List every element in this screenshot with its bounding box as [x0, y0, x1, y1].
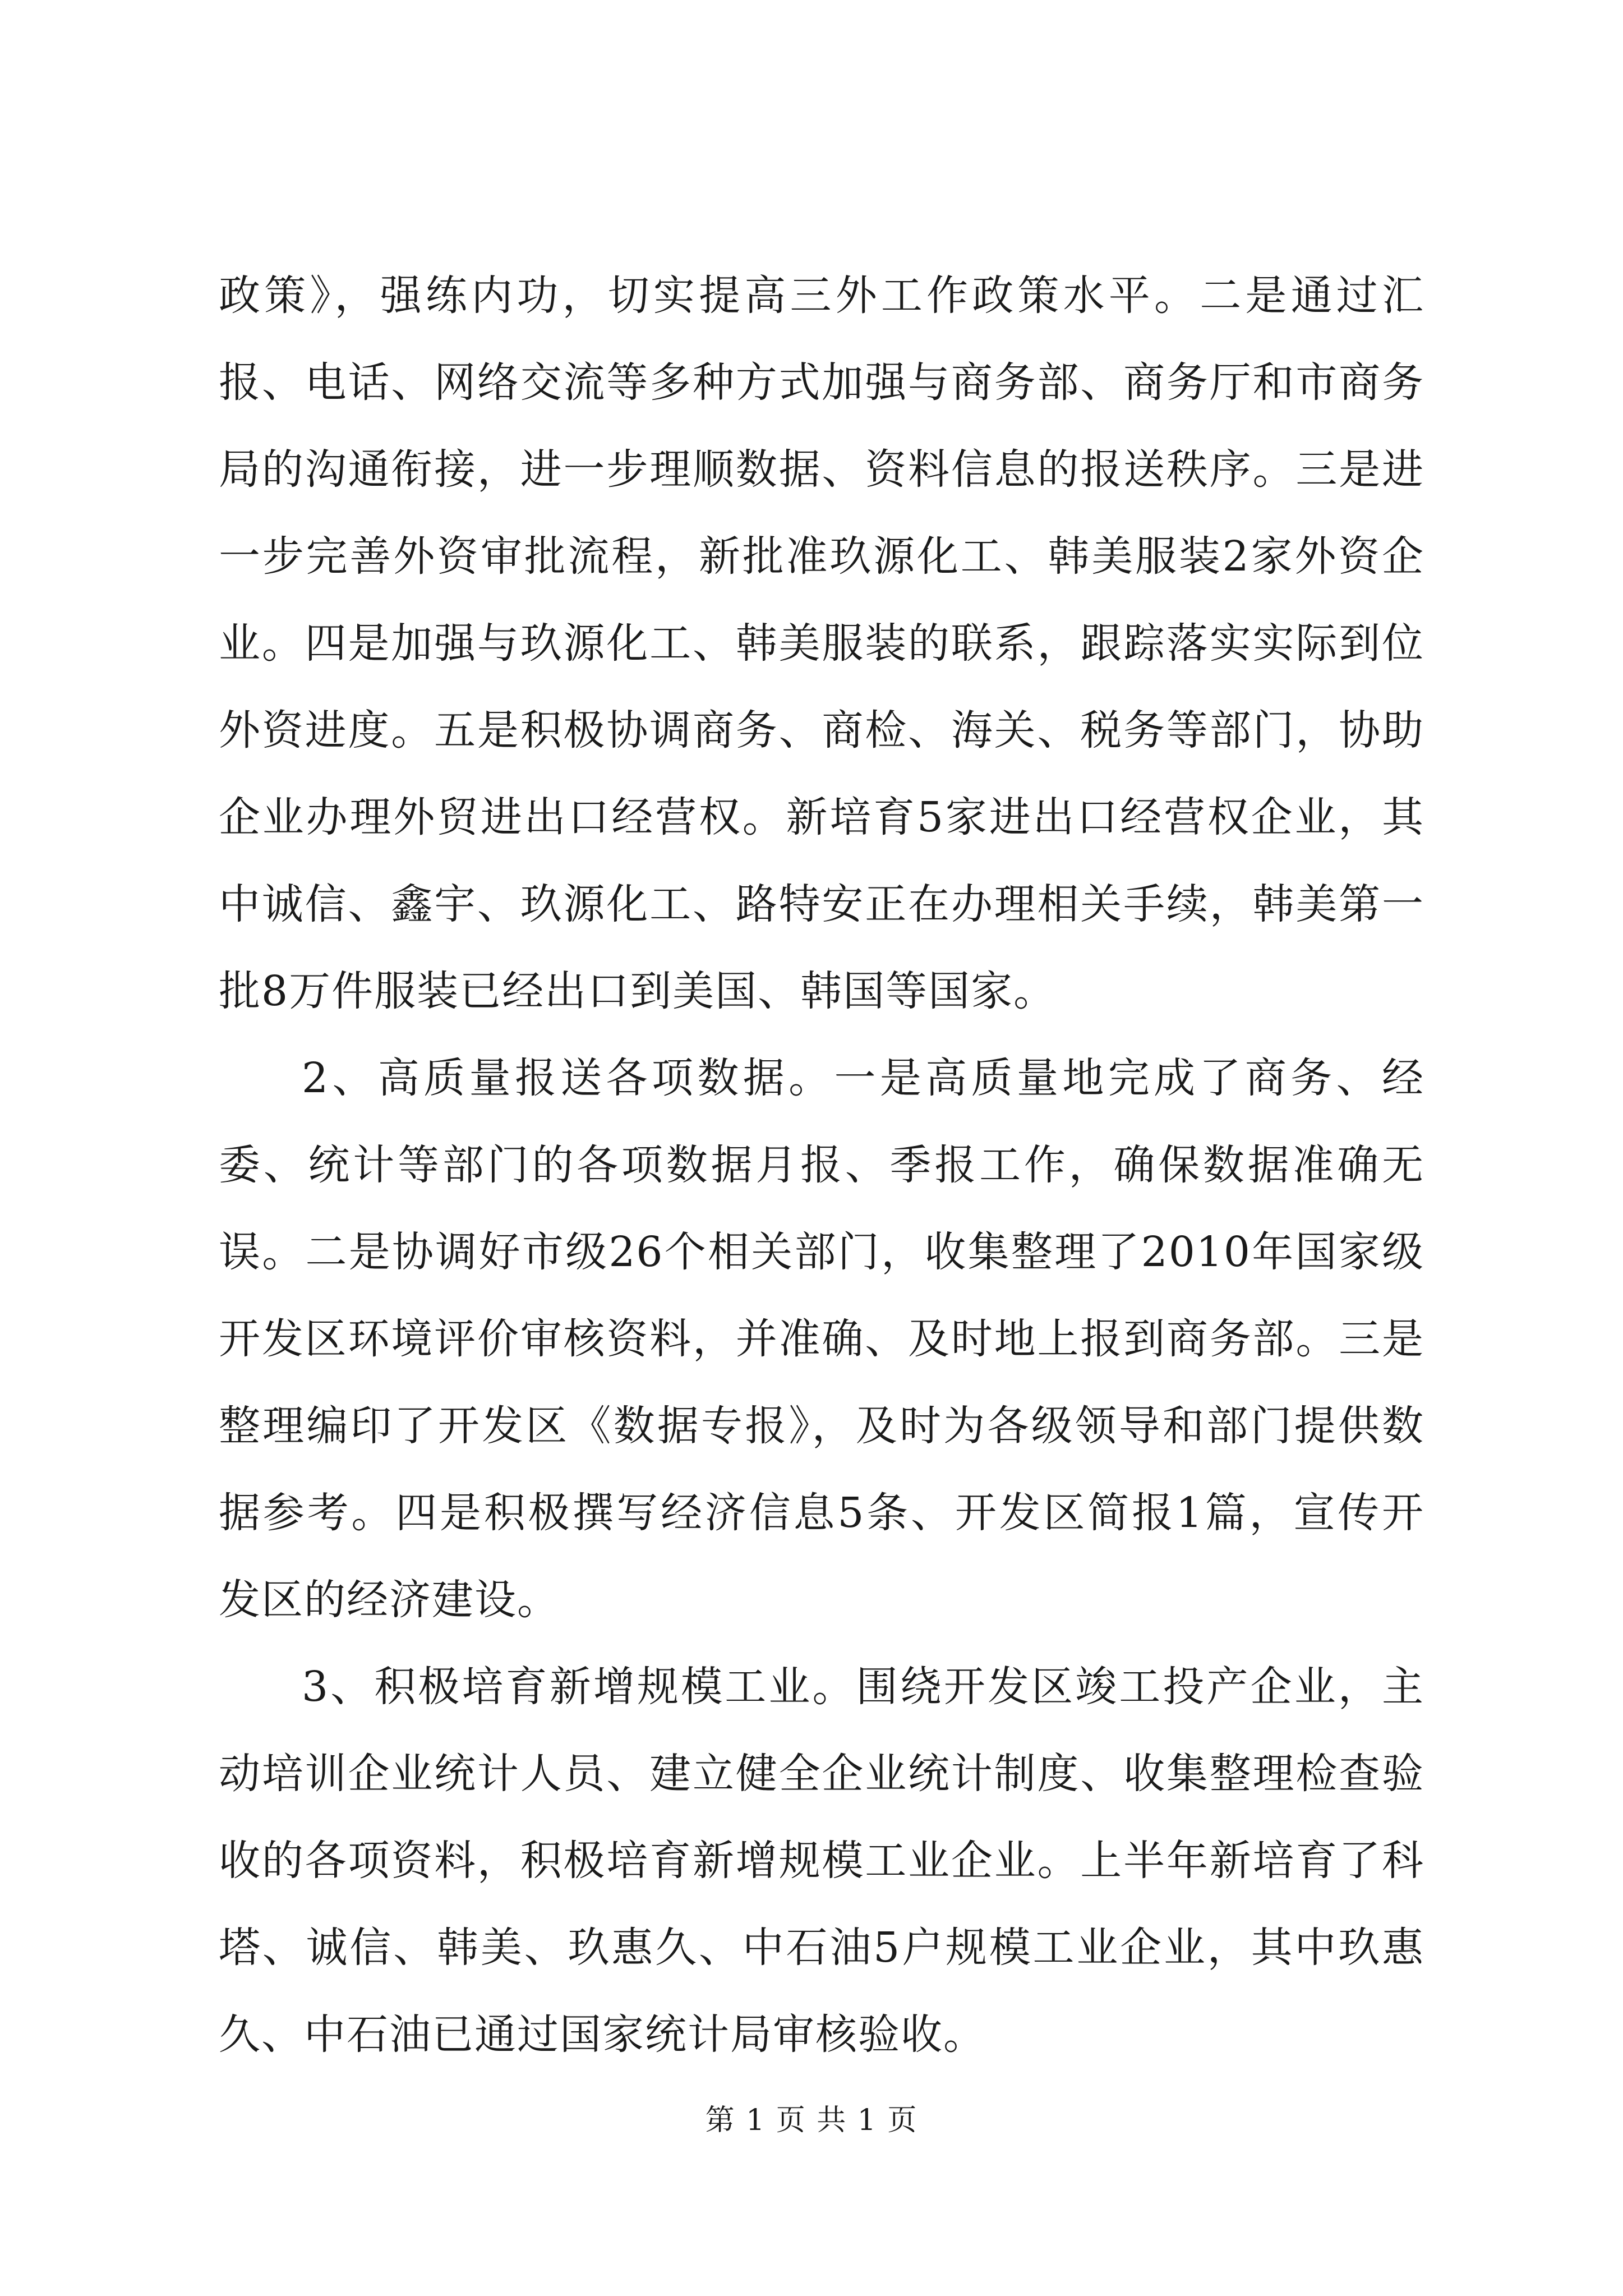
body-text: [219, 252, 1424, 2078]
paragraph-item-3: 3、积极培育新增规模工业。围绕开发区竣工投产企业，主动培训企业统计人员、建立健全企业统计制度、收集整理检查验收的各项资料，积极培育新增规模工业企业。上半年新培育了科塔、诚信、韩美、玖惠久、中石油5户规模工业企业，其中玖惠久、中石油已通过国家统计局审核验收。: [219, 1663, 1424, 2059]
paragraph-continuation: 政策》，强练内功，切实提高三外工作政策水平。二是通过汇报、电话、网络交流等多种方式加强与商务部、商务厅和市商务局的沟通衔接，进一步理顺数据、资料信息的报送秩序。三是进一步完善外资审批流程，新批准玖源化工、韩美服装2家外资企业。四是加强与玖源化工、韩美服装的联系，跟踪落实实际到位外资进度。五是积极协调商务、商检、海关、税务等部门，协助企业办理外贸进出口经营权。新培育5家进出口经营权企业，其中诚信、鑫宇、玖源化工、路特安正在办理相关手续，韩美第一批8万件服装已经出口到美国、韩国等国家。: [219, 272, 1424, 1015]
paragraph-item-2: 2、高质量报送各项数据。一是高质量地完成了商务、经委、统计等部门的各项数据月报、季报工作，确保数据准确无误。二是协调好市级26个相关部门，收集整理了2010年国家级开发区环境评价审核资料，并准确、及时地上报到商务部。三是整理编印了开发区《数据专报》，及时为各级领导和部门提供数据参考。四是积极撰写经济信息5条、开发区简报1篇，宣传开发区的经济建设。: [219, 1054, 1424, 1624]
page-footer: 第 1 页 共 1 页: [705, 2104, 918, 2137]
